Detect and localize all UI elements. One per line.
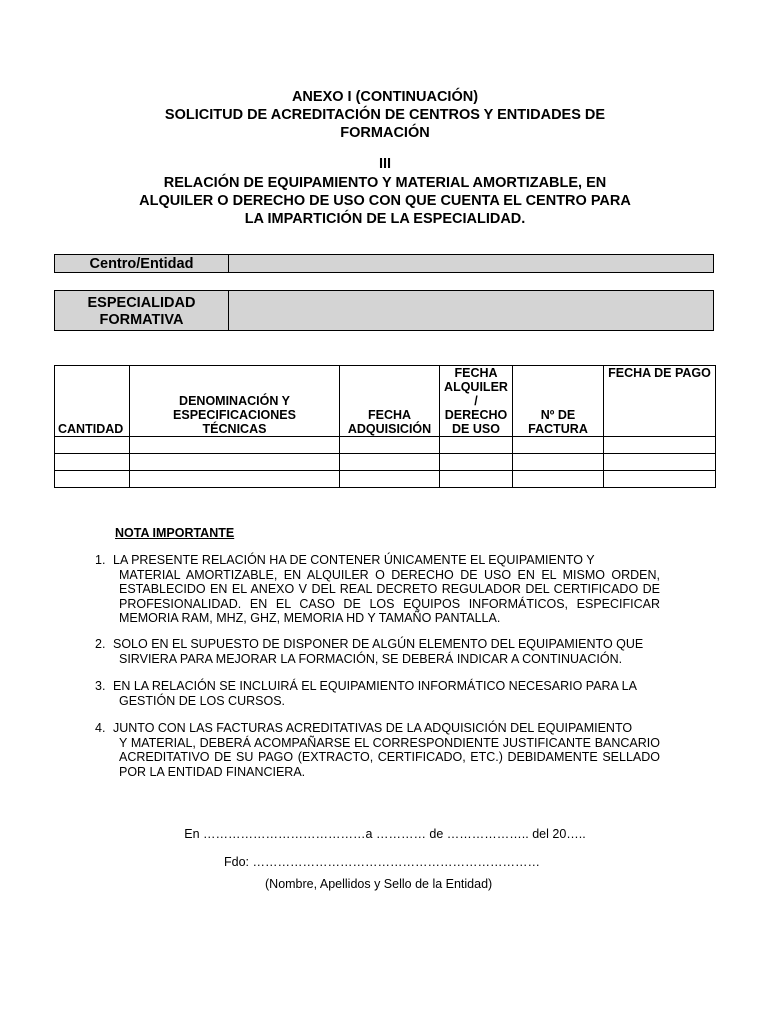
cell-denominacion[interactable] — [130, 454, 340, 471]
centro-entidad-row — [54, 254, 714, 273]
note-4-text: Y MATERIAL, DEBERÁ ACOMPAÑARSE EL CORRESPONDIENTE JUSTIFICANTE BANCARIO ACREDITATIVO DE SU PAGO (EXTRACTO, CERTIFICADO, ETC.) DEBIDAMENTE SELLADO POR LA ENTIDAD FINANCIERA. — [119, 735, 660, 779]
cell-factura[interactable] — [513, 454, 604, 471]
note-2 — [95, 637, 660, 666]
note-1-text: MATERIAL AMORTIZABLE, EN ALQUILER O DERECHO DE USO EN EL MISMO ORDEN, ESTABLECIDO EN EL ANEXO V DEL REAL DECRETO REGULADOR DEL CERTIFICADO DE PROFESIONALIDAD. EN EL CASO DE LOS EQUIPOS INFORMÁTICOS, ESPECIFICAR MEMORIA RAM, MHZ, GHZ, MEMORIA HD Y TAMAÑO PANTALLA. — [119, 567, 660, 625]
table-row — [55, 471, 716, 488]
col-header-fecha-adquisicion-line-1: FECHA — [367, 408, 412, 422]
note-4-first-line: JUNTO CON LAS FACTURAS ACREDITATIVAS DE LA ADQUISICIÓN DEL EQUIPAMIENTO — [113, 721, 633, 735]
cell-fecha-pago[interactable] — [604, 454, 716, 471]
col-header-denominacion-line-2: ESPECIFICACIONES — [173, 408, 296, 422]
request-title-line-2: FORMACIÓN — [340, 125, 430, 141]
col-header-denominacion — [130, 366, 340, 437]
document-header — [0, 88, 770, 142]
note-3 — [95, 679, 660, 708]
note-3-first-line: EN LA RELACIÓN SE INCLUIRÁ EL EQUIPAMIENTO INFORMÁTICO NECESARIO PARA LA — [113, 679, 637, 693]
note-4 — [95, 721, 660, 779]
request-title-line-1: SOLICITUD DE ACREDITACIÓN DE CENTROS Y ENTIDADES DE — [164, 107, 606, 123]
table-row — [55, 437, 716, 454]
centro-entidad-label: Centro/Entidad — [55, 255, 229, 272]
col-header-fecha-alquiler-line-1: FECHA — [454, 366, 498, 380]
centro-entidad-field[interactable] — [229, 255, 713, 272]
equipment-table — [54, 365, 716, 488]
note-3-text: GESTIÓN DE LOS CURSOS. — [119, 693, 286, 708]
col-header-fecha-adquisicion-line-2: ADQUISICIÓN — [347, 422, 432, 436]
cell-fecha-alquiler[interactable] — [440, 437, 513, 454]
col-header-fecha-alquiler-line-4: DERECHO — [444, 408, 508, 422]
place-date-line[interactable]: En …………………………………a ………… de ……………….. del 20….. — [184, 827, 586, 841]
col-header-fecha-alquiler-line-5: DE USO — [452, 422, 500, 436]
cell-cantidad[interactable] — [55, 471, 130, 488]
especialidad-row — [54, 290, 714, 331]
cell-fecha-pago[interactable] — [604, 437, 716, 454]
note-4-number: 4. — [95, 721, 106, 735]
signature-line[interactable]: Fdo: …………………………………………………………… — [224, 855, 540, 869]
cell-fecha-alquiler[interactable] — [440, 471, 513, 488]
cell-fecha-alquiler[interactable] — [440, 454, 513, 471]
cell-factura[interactable] — [513, 437, 604, 454]
note-1-first-line: LA PRESENTE RELACIÓN HA DE CONTENER ÚNICAMENTE EL EQUIPAMIENTO Y — [113, 553, 595, 567]
signature-caption: (Nombre, Apellidos y Sello de la Entidad) — [265, 877, 493, 891]
cell-fecha-pago[interactable] — [604, 471, 716, 488]
section-title — [0, 174, 770, 228]
note-2-text: SIRVIERA PARA MEJORAR LA FORMACIÓN, SE DEBERÁ INDICAR A CONTINUACIÓN. — [119, 651, 623, 666]
col-header-denominacion-line-1: DENOMINACIÓN Y — [179, 394, 290, 408]
section-number: III — [378, 156, 392, 172]
note-2-first-line: SOLO EN EL SUPUESTO DE DISPONER DE ALGÚN ELEMENTO DEL EQUIPAMIENTO QUE — [113, 637, 644, 651]
col-header-factura-line-2: FACTURA — [528, 422, 588, 436]
cell-fecha-adquisicion[interactable] — [340, 454, 440, 471]
section-title-line-3: LA IMPARTICIÓN DE LA ESPECIALIDAD. — [244, 211, 526, 227]
col-header-fecha-alquiler-line-3: / — [474, 394, 478, 408]
table-header-row — [55, 366, 716, 437]
note-1 — [95, 553, 660, 626]
cell-denominacion[interactable] — [130, 437, 340, 454]
especialidad-label — [55, 291, 229, 330]
col-header-fecha-alquiler — [440, 366, 513, 437]
note-2-number: 2. — [95, 637, 106, 651]
cell-fecha-adquisicion[interactable] — [340, 437, 440, 454]
col-header-cantidad: CANTIDAD — [55, 366, 130, 437]
especialidad-field[interactable] — [229, 291, 713, 330]
section-title-line-2: ALQUILER O DERECHO DE USO CON QUE CUENTA EL CENTRO PARA — [139, 193, 631, 209]
table-row — [55, 454, 716, 471]
cell-cantidad[interactable] — [55, 437, 130, 454]
cell-denominacion[interactable] — [130, 471, 340, 488]
notes-title: NOTA IMPORTANTE — [115, 526, 235, 540]
note-3-number: 3. — [95, 679, 106, 693]
especialidad-label-line-1: ESPECIALIDAD — [87, 295, 196, 311]
col-header-fecha-alquiler-line-2: ALQUILER — [444, 380, 508, 394]
col-header-denominacion-line-3: TÉCNICAS — [202, 422, 267, 436]
col-header-fecha-pago: FECHA DE PAGO — [604, 366, 716, 437]
especialidad-label-line-2: FORMATIVA — [99, 312, 184, 328]
cell-factura[interactable] — [513, 471, 604, 488]
cell-fecha-adquisicion[interactable] — [340, 471, 440, 488]
col-header-factura — [513, 366, 604, 437]
col-header-fecha-adquisicion — [340, 366, 440, 437]
cell-cantidad[interactable] — [55, 454, 130, 471]
section-title-line-1: RELACIÓN DE EQUIPAMIENTO Y MATERIAL AMORTIZABLE, EN — [163, 175, 607, 191]
annex-title: ANEXO I (CONTINUACIÓN) — [291, 89, 479, 105]
col-header-factura-line-1: Nº DE — [540, 408, 576, 422]
note-1-number: 1. — [95, 553, 106, 567]
